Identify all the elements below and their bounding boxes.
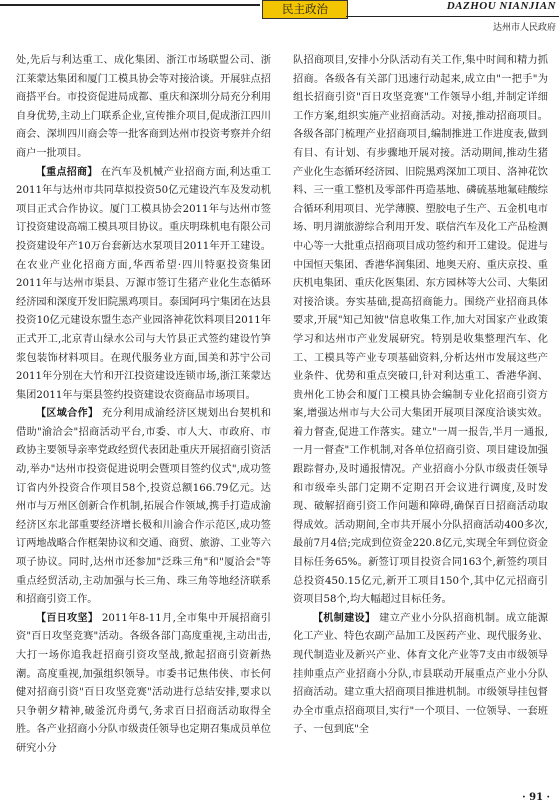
left-column — [16, 52, 271, 797]
magazine-title-en: DAZHOU NIANJIAN — [446, 0, 556, 12]
section-subheading: 【区域合作】 — [36, 408, 99, 420]
paragraph-with-heading — [16, 164, 271, 406]
magazine-title-cn: 达州市人民政府 — [492, 23, 556, 33]
paragraph-with-heading — [16, 610, 271, 759]
paragraph-body: 2011年8-11月,全市集中开展招商引资"百日攻坚竞赛"活动。各级各部门高度重视,主动出击,大打一场你追我赶招商引资攻坚战,掀起招商引资新热潮。高度重视,加强组织领导。市委书记焦伟侠、市长何健对招商引资"百日攻坚竞赛"活动进行总结安排,要求以只争朝夕精神,破釜沉舟勇气,务求百日招商活动取得全胜。各产业招商小分队市级责任领导也定期召集成员单位研究小分 — [16, 612, 271, 754]
paragraph-body: 建立产业小分队招商机制。成立能源化工产业、特色农副产品加工及医药产业、现代服务业、现代制造业及新兴产业、体育文化产业等7支由市级领导挂帅重点产业招商小分队,市县联动开展重点产业小分队招商活动。建立重大招商项目推进机制。市级领导挂包督办全市重点招商项目,实行"一个项目、一位领导、一套班子、一包到底"全 — [293, 612, 548, 736]
right-column — [293, 52, 548, 797]
paragraph: 队招商项目,安排小分队活动有关工作,集中时间和精力抓招商。各级各有关部门迅速行动起来,成立由"一把手"为组长招商引资"百日攻坚竞赛"工作领导小组,并制定详细工作方案,组织实施产业招商活动。对接,推动招商项目。各级各部门梳理产业招商项目,编制推进工作进度表,做到有目、有计划、有步骤地开展对接。活动期间,推动生猪产业化生态循环经济园、旧院黑鸡深加工项目、洛神花饮料、三一重工整机及零部件再造基地、磷硫基地氟硅酸综合循环利用项目、光学薄膜、塑胶电子生产、五金机电市场、明月湖旅游综合利用开发、联信汽车及化工产品检测中心等一大批重点招商项目成功签约和开工建设。促进与中国恒天集团、香港华润集团、地奥天府、重庆京投、重庆机电集团、重庆化医集团、东方园林等大公司、大集团对接洽谈。夯实基础,提高招商能力。围绕产业招商具体要求,开展"知己知彼"信息收集工作,加大对国家产业政策学习和达州市产业发展研究。特别是收集整理汽车、化工、工模具等产业专项基础资料,分析达州市发展这些产业条件、优势和重点突破口,针对利达重工、香港华润、贵州化工协会和厦门工模具协会编制专业化招商引资方案,增强达州市与大公司大集团开展项目深度洽谈实效。着力督查,促进工作落实。建立"一周一报告,半月一通报,一月一督查"工作机制,对各单位招商引资、项目建设加强跟踪督办,及时通报情况。产业招商小分队市级责任领导和市级牵头部门定期不定期召开会议进行调度,及时发现、破解招商引资工作问题和障碍,确保百日招商活动取得成效。活动期间,全市共开展小分队招商活动400多次,最前7月4倍;完成到位资金220.8亿元,实现全年到位资金目标任务65%。新签订项目投资合同163个,新签约项目总投资450.15亿元,新开工项目150个,其中亿元招商引资项目58个,均大幅超过目标任务。 — [293, 55, 548, 606]
page-number: · 91 · — [522, 792, 550, 803]
header-rule-right — [346, 16, 559, 17]
section-label: 民主政治 — [262, 0, 348, 19]
section-subheading: 【百日攻坚】 — [36, 612, 99, 624]
paragraph-with-heading — [16, 405, 271, 610]
section-subheading: 【重点招商】 — [36, 166, 98, 178]
header-rule-left — [0, 4, 260, 6]
paragraph-with-heading — [293, 610, 548, 740]
page-header — [0, 0, 559, 33]
paragraph-body: 在汽车及机械产业招商方面,利达重工2011年与达州市共同草拟投资50亿元建设汽车及发动机项目正式合作协议。厦门工模具协会2011年与达州市签订投资建设高端工模具项目协议。重庆明珠机电有限公司投资建设年产10万台套新达水泵项目2011年开工建设。在农业产业化招商方面,华西希望·四川特驱投资集团2011年与达州市渠县、万源市签订生猪产业化生态循环经济园和深度开发旧院黑鸡项目。泰国阿玛宁集团在达县投资10亿元建设东盟生态产业园洛神花饮料项目2011年正式开工,北京青山绿水公司与大竹县正式签约建设竹笋浆包装饰材料项目。在现代服务业方面,国美和苏宁公司2011年分别在大竹和开江投资建设连锁市场,浙江莱蒙达集团2011年与渠县签约投资建设农资商品市场项目。 — [16, 166, 271, 401]
paragraph-body: 充分利用成渝经济区规划出台契机和借助"渝洽会"招商活动平台,市委、市人大、市政府、市政协主要领导亲率党政经贸代表团赴重庆开展招商引资活动,举办"达州市投资促进说明会暨项目签约仪式",成功签订省内外投资合作项目58个,投资总额166.79亿元。达州市与万州区创新合作机制,拓展合作领域,携手打造成渝经济区东北部重要经济增长极和川渝合作示范区,成功签订两地战略合作框架协议和交通、商贸、旅游、工业等六项子协议。同时,达州市还参加"泛珠三角"和"厦洽会"等重点经贸活动,主动加强与长三角、珠三角等地经济联系和招商引资工作。 — [16, 408, 271, 606]
section-subheading: 【机制建设】 — [313, 612, 376, 624]
paragraph: 处,先后与利达重工、成化集团、浙江市场联盟公司、浙江莱蒙达集团和厦门工模具协会等对接洽谈。开展驻点招商搭平台。市投资促进局成都、重庆和深圳分局充分利用自身优势,主动上门联系企业,宣传推介项目,促成浙江四川商会、深圳四川商会等一批客商到达州市投资考察并介绍商户一批项目。 — [16, 55, 271, 159]
